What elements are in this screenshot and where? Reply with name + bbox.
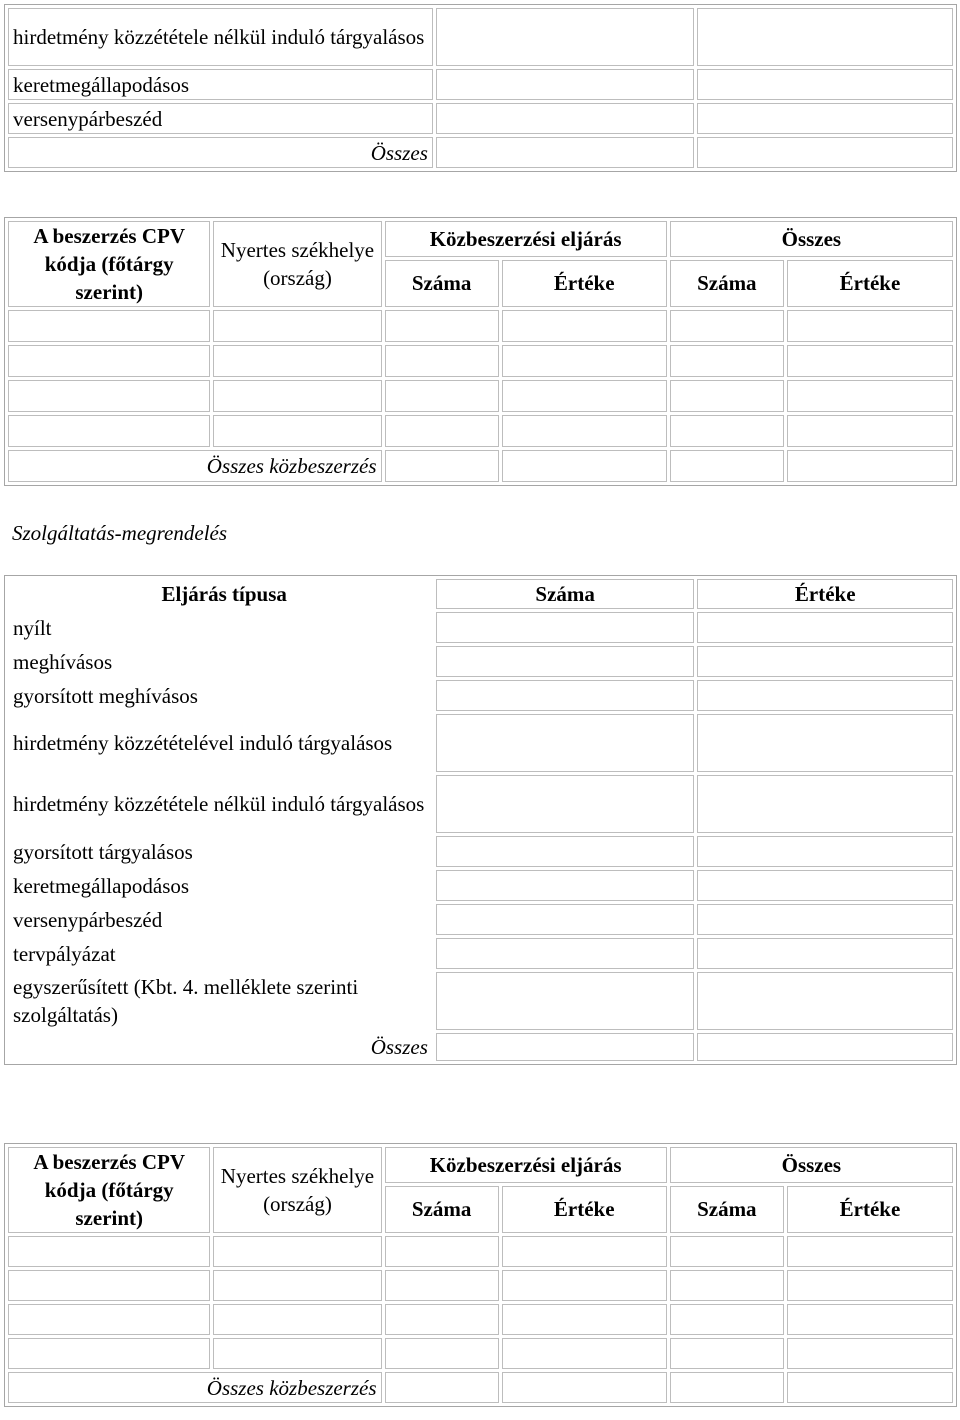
- procedure-table-top: [4, 4, 957, 172]
- count-header: Száma: [670, 1186, 784, 1233]
- table-row: [8, 1338, 953, 1369]
- table-row: [8, 775, 953, 833]
- procedure-type-cell: versenypárbeszéd: [8, 103, 433, 134]
- value-header: Értéke: [502, 260, 667, 307]
- table-row: [8, 972, 953, 1030]
- table-row: [8, 69, 953, 100]
- count-header: Száma: [385, 1186, 499, 1233]
- table-row: [8, 345, 953, 377]
- total-row: [8, 1372, 953, 1403]
- header-row: [8, 579, 953, 609]
- procedure-type-cell: keretmegállapodásos: [13, 873, 190, 898]
- table-row: [8, 8, 953, 66]
- table-row: [8, 904, 953, 935]
- procedure-type-cell: meghívásos: [13, 649, 113, 674]
- procedure-type-cell: egyszerűsített (Kbt. 4. melléklete szerinti szolgáltatás): [13, 975, 359, 1027]
- value-header: Értéke: [787, 260, 953, 307]
- procedure-type-cell: hirdetmény közzétételével induló tárgyalásos: [13, 731, 393, 755]
- table-row: [8, 870, 953, 901]
- total-label: Összes: [370, 1035, 428, 1059]
- total-row: [8, 1033, 953, 1061]
- winner-header: Nyertes székhelye (ország): [213, 1147, 381, 1233]
- procedure-type-cell: gyorsított tárgyalásos: [13, 839, 193, 864]
- value-header: Értéke: [697, 579, 953, 609]
- procedure-type-cell: keretmegállapodásos: [8, 69, 433, 100]
- value-cell: [697, 103, 953, 134]
- value-header: Értéke: [787, 1186, 953, 1233]
- cpv-header: A beszerzés CPV kódja (főtárgy szerint): [8, 1147, 210, 1233]
- table-row: [8, 137, 953, 168]
- procedure-type-cell: hirdetmény közzététele nélkül induló tárgyalásos: [13, 792, 425, 816]
- count-cell: [436, 69, 695, 100]
- procedure-type-cell: tervpályázat: [13, 941, 116, 966]
- table-row: [8, 103, 953, 134]
- procedure-type-header: Eljárás típusa: [161, 582, 287, 606]
- total-label: Összes közbeszerzés: [8, 450, 382, 482]
- cpv-table-2: [4, 1143, 957, 1407]
- table-row: [8, 415, 953, 447]
- value-header: Értéke: [502, 1186, 667, 1233]
- total-header: Összes: [670, 1147, 953, 1183]
- value-cell: [697, 69, 953, 100]
- table-row: [8, 612, 953, 643]
- procedure-type-cell: hirdetmény közzététele nélkül induló tárgyalásos: [8, 8, 433, 66]
- procedure-header: Közbeszerzési eljárás: [385, 1147, 667, 1183]
- header-row: [8, 1147, 953, 1183]
- total-header: Összes: [670, 221, 953, 257]
- value-cell: [697, 137, 953, 168]
- procedure-type-cell: nyílt: [13, 615, 52, 640]
- header-row: [8, 221, 953, 257]
- winner-header: Nyertes székhelye (ország): [213, 221, 381, 307]
- cpv-header: A beszerzés CPV kódja (főtárgy szerint): [8, 221, 210, 307]
- table-row: [8, 1236, 953, 1267]
- table-row: [8, 1270, 953, 1301]
- table-row: [8, 1304, 953, 1335]
- procedure-type-cell: versenypárbeszéd: [13, 907, 163, 932]
- count-cell: [436, 8, 695, 66]
- count-header: Száma: [670, 260, 784, 307]
- service-procedure-table: [4, 575, 957, 1065]
- count-header: Száma: [436, 579, 695, 609]
- section-heading: Szolgáltatás-megrendelés: [12, 521, 228, 545]
- table-row: [8, 310, 953, 342]
- count-cell: [436, 103, 695, 134]
- table-row: [8, 938, 953, 969]
- total-label: Összes: [8, 137, 433, 168]
- procedure-type-cell: gyorsított meghívásos: [13, 683, 198, 708]
- table-row: [8, 680, 953, 711]
- table-row: [8, 380, 953, 412]
- total-row: [8, 450, 953, 482]
- table-row: [8, 714, 953, 772]
- total-label: Összes közbeszerzés: [8, 1372, 382, 1403]
- value-cell: [697, 8, 953, 66]
- table-row: [8, 836, 953, 867]
- count-header: Száma: [385, 260, 499, 307]
- cpv-table-1: [4, 217, 957, 486]
- count-cell: [436, 137, 695, 168]
- procedure-header: Közbeszerzési eljárás: [385, 221, 667, 257]
- table-row: [8, 646, 953, 677]
